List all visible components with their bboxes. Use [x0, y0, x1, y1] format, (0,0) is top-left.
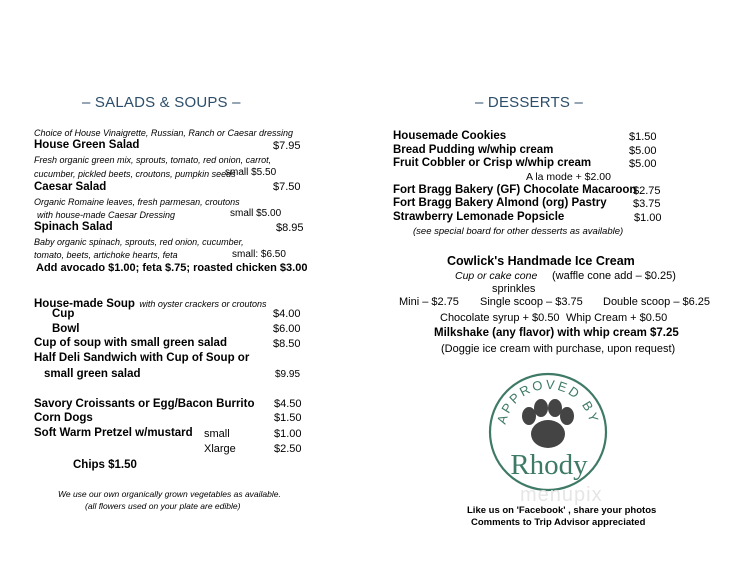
sprinkles-option: sprinkles [492, 283, 536, 295]
waffle-cone-option: (waffle cone add – $0.25) [552, 270, 676, 282]
trip-advisor-note: Comments to Trip Advisor appreciated [471, 517, 646, 528]
caesar-salad-price: $7.50 [273, 181, 301, 193]
almond-pastry-price: $3.75 [633, 198, 661, 210]
salads-heading: – SALADS & SOUPS – [82, 94, 241, 111]
cobbler-price: $5.00 [629, 158, 657, 170]
house-green-desc-1: Fresh organic green mix, sprouts, tomato, red onion, carrot, [34, 155, 272, 165]
soup-bowl-price: $6.00 [273, 323, 301, 335]
house-soup-name: House-made Soup [34, 298, 135, 310]
dressing-note: Choice of House Vinaigrette, Russian, Ranch or Caesar dressing [34, 128, 293, 138]
cup-soup-salad-name: Cup of soup with small green salad [34, 337, 227, 349]
popsicle-name: Strawberry Lemonade Popsicle [393, 211, 565, 223]
half-deli-price: $9.95 [275, 369, 301, 380]
doggie-ice-cream-note: (Doggie ice cream with purchase, upon request) [441, 343, 676, 355]
spinach-desc-2: tomato, beets, artichoke hearts, feta [34, 250, 178, 260]
approved-by-rhody-badge [485, 368, 610, 493]
pudding-price: $5.00 [629, 145, 657, 157]
whip-cream-price: Whip Cream + $0.50 [566, 312, 668, 324]
pretzel-small-price: $1.00 [274, 428, 302, 440]
caesar-desc-1: Organic Romaine leaves, fresh parmesan, croutons [34, 197, 240, 207]
cookies-price: $1.50 [629, 131, 657, 143]
spinach-salad-price: $8.95 [276, 222, 304, 234]
pretzel-small-label: small [204, 428, 230, 440]
house-green-desc-2: cucumber, pickled beets, croutons, pumpkin seeds [34, 169, 236, 179]
caesar-salad-name: Caesar Salad [34, 181, 107, 193]
chips-item: Chips $1.50 [73, 459, 137, 471]
paw-print-icon [522, 399, 574, 448]
house-green-small-price: small $5.50 [225, 167, 277, 178]
corn-dogs-name: Corn Dogs [34, 412, 93, 424]
half-deli-name: Half Deli Sandwich with Cup of Soup or [34, 352, 250, 364]
milkshake-item: Milkshake (any flavor) with whip cream $7.25 [434, 327, 679, 339]
badge-name-text: Rhody [510, 449, 588, 481]
spinach-salad-name: Spinach Salad [34, 221, 113, 233]
soup-cup-name: Cup [52, 308, 75, 320]
pretzel-name: Soft Warm Pretzel w/mustard [34, 427, 193, 439]
chocolate-syrup-price: Chocolate syrup + $0.50 [440, 312, 560, 324]
croissant-price: $4.50 [274, 398, 302, 410]
croissant-name: Savory Croissants or Egg/Bacon Burrito [34, 398, 255, 410]
spinach-desc-1: Baby organic spinach, sprouts, red onion, cucumber, [34, 237, 244, 247]
house-soup-note: with oyster crackers or croutons [139, 299, 267, 309]
soup-cup-price: $4.00 [273, 308, 301, 320]
salad-addons: Add avocado $1.00; feta $.75; roasted chicken $3.00 [36, 262, 308, 274]
corn-dogs-price: $1.50 [274, 412, 302, 424]
half-deli-name-2: small green salad [44, 368, 141, 380]
ice-cream-title: Cowlick's Handmade Ice Cream [447, 254, 635, 268]
spinach-small-price: small: $6.50 [232, 249, 286, 260]
facebook-note: Like us on 'Facebook' , share your photos [467, 505, 657, 516]
macaroon-name: Fort Bragg Bakery (GF) Chocolate Macaroon [393, 184, 637, 196]
house-green-salad-price: $7.95 [273, 140, 301, 152]
alamode-note: A la mode + $2.00 [526, 171, 611, 183]
almond-pastry-name: Fort Bragg Bakery Almond (org) Pastry [393, 197, 607, 209]
flowers-footer-note: (all flowers used on your plate are edible) [85, 501, 241, 511]
special-board-note: (see special board for other desserts as available) [413, 226, 624, 237]
cone-option: Cup or cake cone [455, 270, 538, 282]
single-scoop-price: Single scoop – $3.75 [480, 296, 583, 308]
caesar-desc-2: with house-made Caesar Dressing [37, 210, 176, 220]
pretzel-xl-label: Xlarge [204, 443, 236, 455]
house-green-salad-name: House Green Salad [34, 139, 140, 151]
organic-footer-note: We use our own organically grown vegetables as available. [58, 489, 281, 499]
pudding-name: Bread Pudding w/whip cream [393, 144, 554, 156]
desserts-heading: – DESSERTS – [475, 94, 584, 111]
badge-arc-text: APPROVED BY [493, 376, 603, 426]
cup-soup-salad-price: $8.50 [273, 338, 301, 350]
macaroon-price: $2.75 [633, 185, 661, 197]
cookies-name: Housemade Cookies [393, 130, 507, 142]
double-scoop-price: Double scoop – $6.25 [603, 296, 711, 308]
caesar-small-price: small $5.00 [230, 208, 282, 219]
cobbler-name: Fruit Cobbler or Crisp w/whip cream [393, 157, 592, 169]
menupix-watermark: menupix [520, 484, 603, 506]
soup-bowl-name: Bowl [52, 323, 80, 335]
pretzel-xl-price: $2.50 [274, 443, 302, 455]
popsicle-price: $1.00 [634, 212, 662, 224]
mini-scoop-price: Mini – $2.75 [399, 296, 459, 308]
